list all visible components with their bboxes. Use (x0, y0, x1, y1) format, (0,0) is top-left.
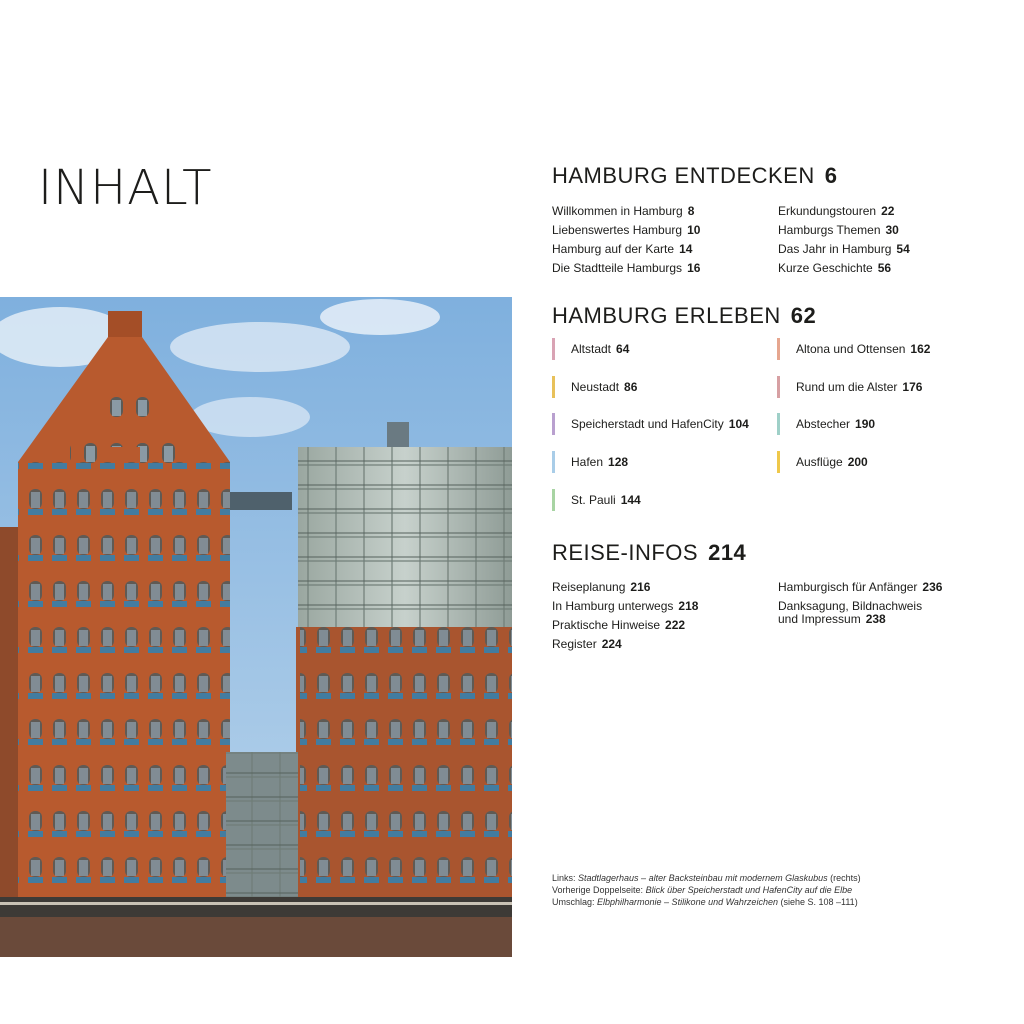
toc-column-infos-left (552, 578, 782, 654)
toc-entry-page: 224 (601, 637, 622, 651)
caption-line (552, 872, 882, 884)
section-title: REISE-INFOS (552, 540, 699, 565)
page-title: INHALT (38, 160, 213, 216)
toc-entry-label: Das Jahr in Hamburg (778, 242, 892, 256)
caption-line (552, 884, 882, 896)
toc-entry[interactable] (552, 597, 782, 616)
chapter-label: Altona und Ottensen (796, 342, 906, 356)
toc-entry[interactable] (552, 221, 782, 240)
chapter-page: 64 (616, 342, 630, 356)
toc-entry-page: 236 (922, 580, 943, 594)
toc-entry-label: In Hamburg unterwegs (552, 599, 674, 613)
chapter-label: Rund um die Alster (796, 380, 898, 394)
toc-entry-page: 238 (865, 612, 886, 626)
caption-prefix: Umschlag: (552, 897, 598, 907)
toc-entry-page: 218 (678, 599, 699, 613)
toc-entry[interactable] (552, 635, 782, 654)
toc-entry[interactable] (552, 578, 782, 597)
chapter-page: 176 (902, 380, 923, 394)
section-heading-erleben (552, 303, 816, 329)
chapter-label: Hafen (571, 455, 604, 469)
toc-entry-label: Danksagung, Bildnachweis (778, 599, 923, 613)
chapter-label: St. Pauli (571, 493, 616, 507)
chapter-label: Altstadt (571, 342, 612, 356)
chapter-page: 144 (620, 493, 641, 507)
chapter-label: Neustadt (571, 380, 620, 394)
chapter-abstecher[interactable] (777, 413, 875, 435)
chapter-hafen[interactable] (552, 451, 628, 473)
toc-entry-page: 56 (877, 261, 892, 275)
toc-entry-page: 8 (687, 204, 695, 218)
caption-italic: Stadtlagerhaus – alter Backsteinbau mit modernem Glaskubus (578, 873, 828, 883)
toc-entry[interactable] (552, 259, 782, 278)
section-page-number: 214 (708, 540, 747, 565)
chapter-page: 200 (847, 455, 868, 469)
toc-entry-page: 222 (665, 618, 686, 632)
chapter-page: 190 (855, 417, 876, 431)
caption-prefix: Vorherige Doppelseite: (552, 885, 646, 895)
chapter-page: 104 (728, 417, 749, 431)
toc-column-entdecken-left (552, 202, 782, 278)
toc-entry-label: Willkommen in Hamburg (552, 204, 683, 218)
toc-entry-label: und Impressum (778, 612, 861, 626)
chapter-altstadt[interactable] (552, 338, 629, 360)
section-page-number: 62 (790, 303, 817, 328)
caption-prefix: Links: (552, 873, 579, 883)
toc-entry[interactable] (778, 202, 1008, 221)
toc-entry-label: Reiseplanung (552, 580, 626, 594)
section-title: HAMBURG ENTDECKEN (552, 163, 815, 188)
toc-entry[interactable] (778, 578, 1008, 597)
warehouse-photo (0, 297, 512, 957)
toc-entry-label: Praktische Hinweise (552, 618, 661, 632)
chapter-neustadt[interactable] (552, 376, 637, 398)
toc-entry-label: Hamburg auf der Karte (552, 242, 675, 256)
toc-entry-page: 54 (896, 242, 910, 256)
toc-entry-page: 22 (881, 204, 895, 218)
section-page-number: 6 (824, 163, 838, 188)
chapter-ausfluege[interactable] (777, 451, 868, 473)
chapter-page: 162 (910, 342, 931, 356)
photo-captions (552, 872, 882, 908)
toc-entry-page: 30 (885, 223, 899, 237)
toc-entry-page: 16 (687, 261, 701, 275)
caption-suffix: (rechts) (827, 873, 861, 883)
toc-entry-label: Hamburgisch für Anfänger (778, 580, 918, 594)
chapter-page: 86 (624, 380, 638, 394)
section-heading-infos (552, 540, 746, 566)
chapter-altona[interactable] (777, 338, 930, 360)
toc-entry[interactable] (778, 221, 1008, 240)
toc-entry[interactable] (552, 616, 782, 635)
toc-entry-label: Hamburgs Themen (778, 223, 881, 237)
toc-entry-page: 14 (679, 242, 693, 256)
toc-entry[interactable] (552, 240, 782, 259)
caption-italic: Elbphilharmonie – Stilikone und Wahrzeichen (597, 897, 778, 907)
caption-line (552, 896, 882, 908)
toc-entry-label: Liebenswertes Hamburg (552, 223, 683, 237)
toc-entry[interactable] (778, 240, 1008, 259)
chapter-alster[interactable] (777, 376, 922, 398)
section-title: HAMBURG ERLEBEN (552, 303, 781, 328)
chapter-label: Ausflüge (796, 455, 843, 469)
toc-entry[interactable] (778, 613, 1008, 626)
toc-entry[interactable] (778, 259, 1008, 278)
toc-entry-page: 10 (687, 223, 701, 237)
toc-entry-label: Die Stadtteile Hamburgs (552, 261, 683, 275)
toc-entry-label: Erkundungstouren (778, 204, 877, 218)
chapter-speicherstadt[interactable] (552, 413, 749, 435)
caption-suffix: (siehe S. 108 –111) (777, 897, 858, 907)
chapter-label: Speicherstadt und HafenCity (571, 417, 724, 431)
chapter-label: Abstecher (796, 417, 851, 431)
toc-entry-label: Kurze Geschichte (778, 261, 873, 275)
toc-column-infos-right (778, 578, 1008, 626)
caption-italic: Blick über Speicherstadt und HafenCity auf die Elbe (645, 885, 853, 895)
toc-entry[interactable] (552, 202, 782, 221)
toc-entry-label: Register (552, 637, 597, 651)
chapter-page: 128 (608, 455, 629, 469)
toc-column-entdecken-right (778, 202, 1008, 278)
toc-entry-page: 216 (630, 580, 651, 594)
chapter-st-pauli[interactable] (552, 489, 641, 511)
section-heading-entdecken (552, 163, 838, 189)
